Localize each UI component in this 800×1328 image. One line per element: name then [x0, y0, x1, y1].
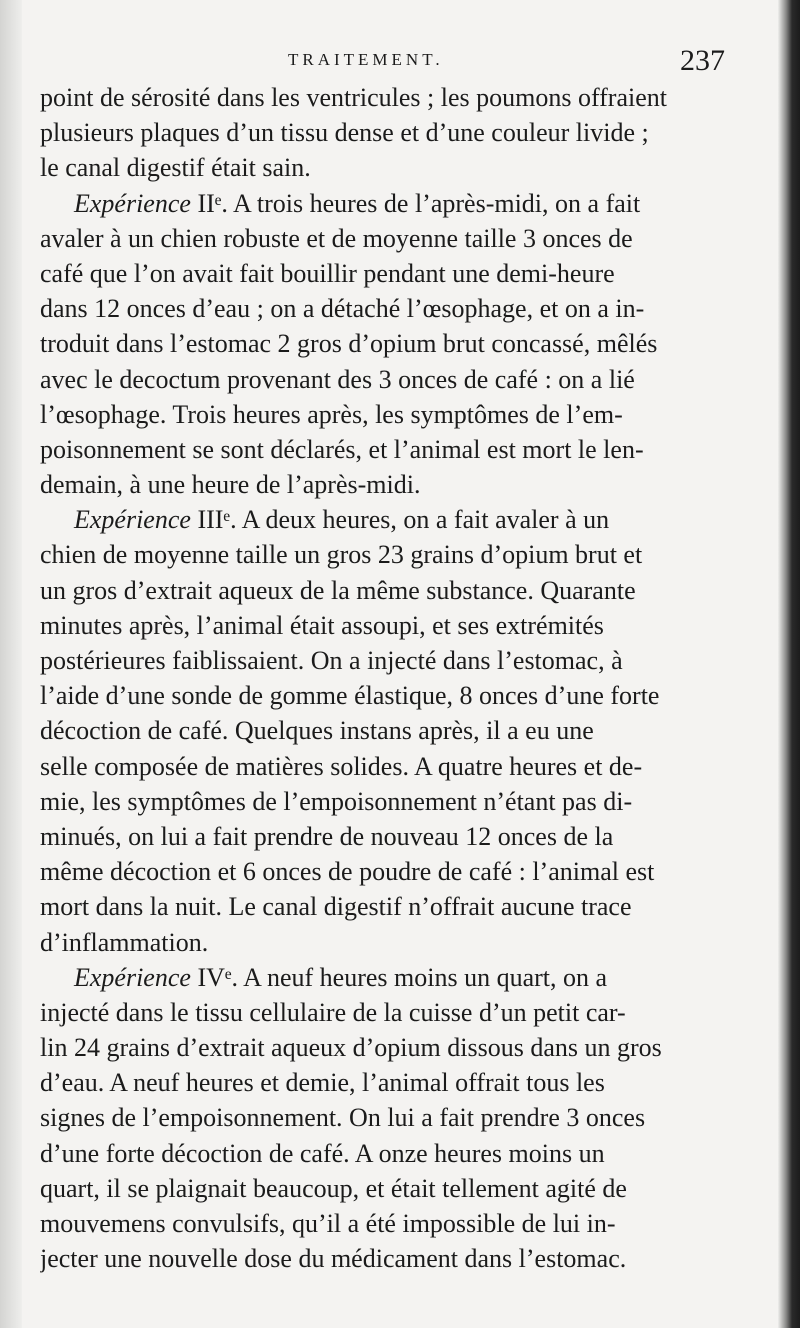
text-line: d’eau. A neuf heures et demie, l’animal offrait tous les	[40, 1068, 605, 1098]
text-line	[40, 960, 734, 995]
text-line: mouvemens convulsifs, qu’il a été impossible de lui in-	[40, 1209, 616, 1238]
text-line: mie, les symptômes de l’empoisonnement n’étant pas di-	[40, 786, 633, 816]
text-line: poisonnement se sont déclarés, et l’animal est mort le len-	[40, 434, 644, 464]
text-line: plusieurs plaques d’un tissu dense et d’une couleur livide ;	[40, 118, 649, 148]
text-line: mort dans la nuit. Le canal digestif n’offrait aucune trace	[40, 892, 632, 922]
text-line: troduit dans l’estomac 2 gros d’opium brut concassé, mêlés	[40, 329, 658, 359]
text-line: un gros d’extrait aqueux de la même substance. Quarante	[40, 575, 636, 605]
text-line: l’œsophage. Trois heures après, les symptômes de l’em-	[40, 399, 623, 429]
text-line: postérieures faiblissaient. On a injecté dans l’estomac, à	[40, 646, 623, 675]
experiment-label: Expérience	[74, 962, 191, 992]
experiment-numeral: IIIᵉ.	[197, 505, 237, 535]
text-line-content: A deux heures, on a fait avaler à un	[241, 505, 610, 535]
text-line: même décoction et 6 onces de poudre de café : l’animal est	[40, 857, 655, 887]
text-line: avec le decoctum provenant des 3 onces de café : on a lié	[40, 364, 635, 394]
text-line: quart, il se plaignait beaucoup, et était tellement agité de	[40, 1173, 627, 1203]
text-line: minutes après, l’animal était assoupi, et ses extrémités	[40, 610, 604, 640]
text-line-content: A neuf heures moins un quart, on a	[243, 962, 608, 992]
page-header	[0, 44, 800, 78]
page-left-margin	[0, 0, 22, 1328]
text-line: d’une forte décoction de café. A onze heures moins un	[40, 1138, 605, 1168]
experiment-label: Expérience	[74, 505, 191, 535]
text-line: d’inflammation.	[40, 927, 209, 957]
text-line: injecté dans le tissu cellulaire de la cuisse d’un petit car-	[40, 997, 626, 1027]
paragraph-continuation	[40, 80, 734, 186]
paragraph-experience-4	[40, 960, 734, 1277]
experiment-numeral: IIᵉ.	[197, 188, 228, 218]
text-line: minués, on lui a fait prendre de nouveau 12 onces de la	[40, 821, 614, 851]
text-line: avaler à un chien robuste et de moyenne taille 3 onces de	[40, 223, 633, 253]
text-line: lin 24 grains d’extrait aqueux d’opium dissous dans un gros	[40, 1033, 662, 1063]
running-head: TRAITEMENT.	[288, 50, 444, 69]
text-line: décoction de café. Quelques instans après, il a eu une	[40, 716, 594, 746]
text-line: dans 12 onces d’eau ; on a détaché l’œsophage, et on a in-	[40, 294, 645, 324]
text-line: demain, à une heure de l’après-midi.	[40, 470, 421, 500]
body-text	[40, 80, 734, 1276]
experiment-numeral: IVᵉ.	[197, 962, 239, 992]
paragraph-experience-3	[40, 502, 734, 959]
text-line: chien de moyenne taille un gros 23 grains d’opium brut et	[40, 540, 643, 570]
text-line: le canal digestif était sain.	[40, 153, 311, 183]
page-binding-shadow	[778, 0, 800, 1328]
paragraph-experience-2	[40, 186, 734, 503]
text-line: point de sérosité dans les ventricules ; les poumons offraient	[40, 83, 667, 112]
text-line: l’aide d’une sonde de gomme élastique, 8 onces d’une forte	[40, 681, 660, 711]
text-line: café que l’on avait fait bouillir pendant une demi-heure	[40, 258, 615, 288]
text-line: selle composée de matières solides. A quatre heures et de-	[40, 751, 643, 781]
page-number: 237	[680, 44, 725, 77]
text-line	[40, 502, 734, 537]
text-line-content: A trois heures de l’après-midi, on a fait	[233, 188, 641, 218]
text-line: signes de l’empoisonnement. On lui a fait prendre 3 onces	[40, 1103, 646, 1133]
experiment-label: Expérience	[74, 188, 191, 218]
text-line: jecter une nouvelle dose du médicament dans l’estomac.	[40, 1244, 627, 1274]
text-line	[40, 186, 734, 221]
